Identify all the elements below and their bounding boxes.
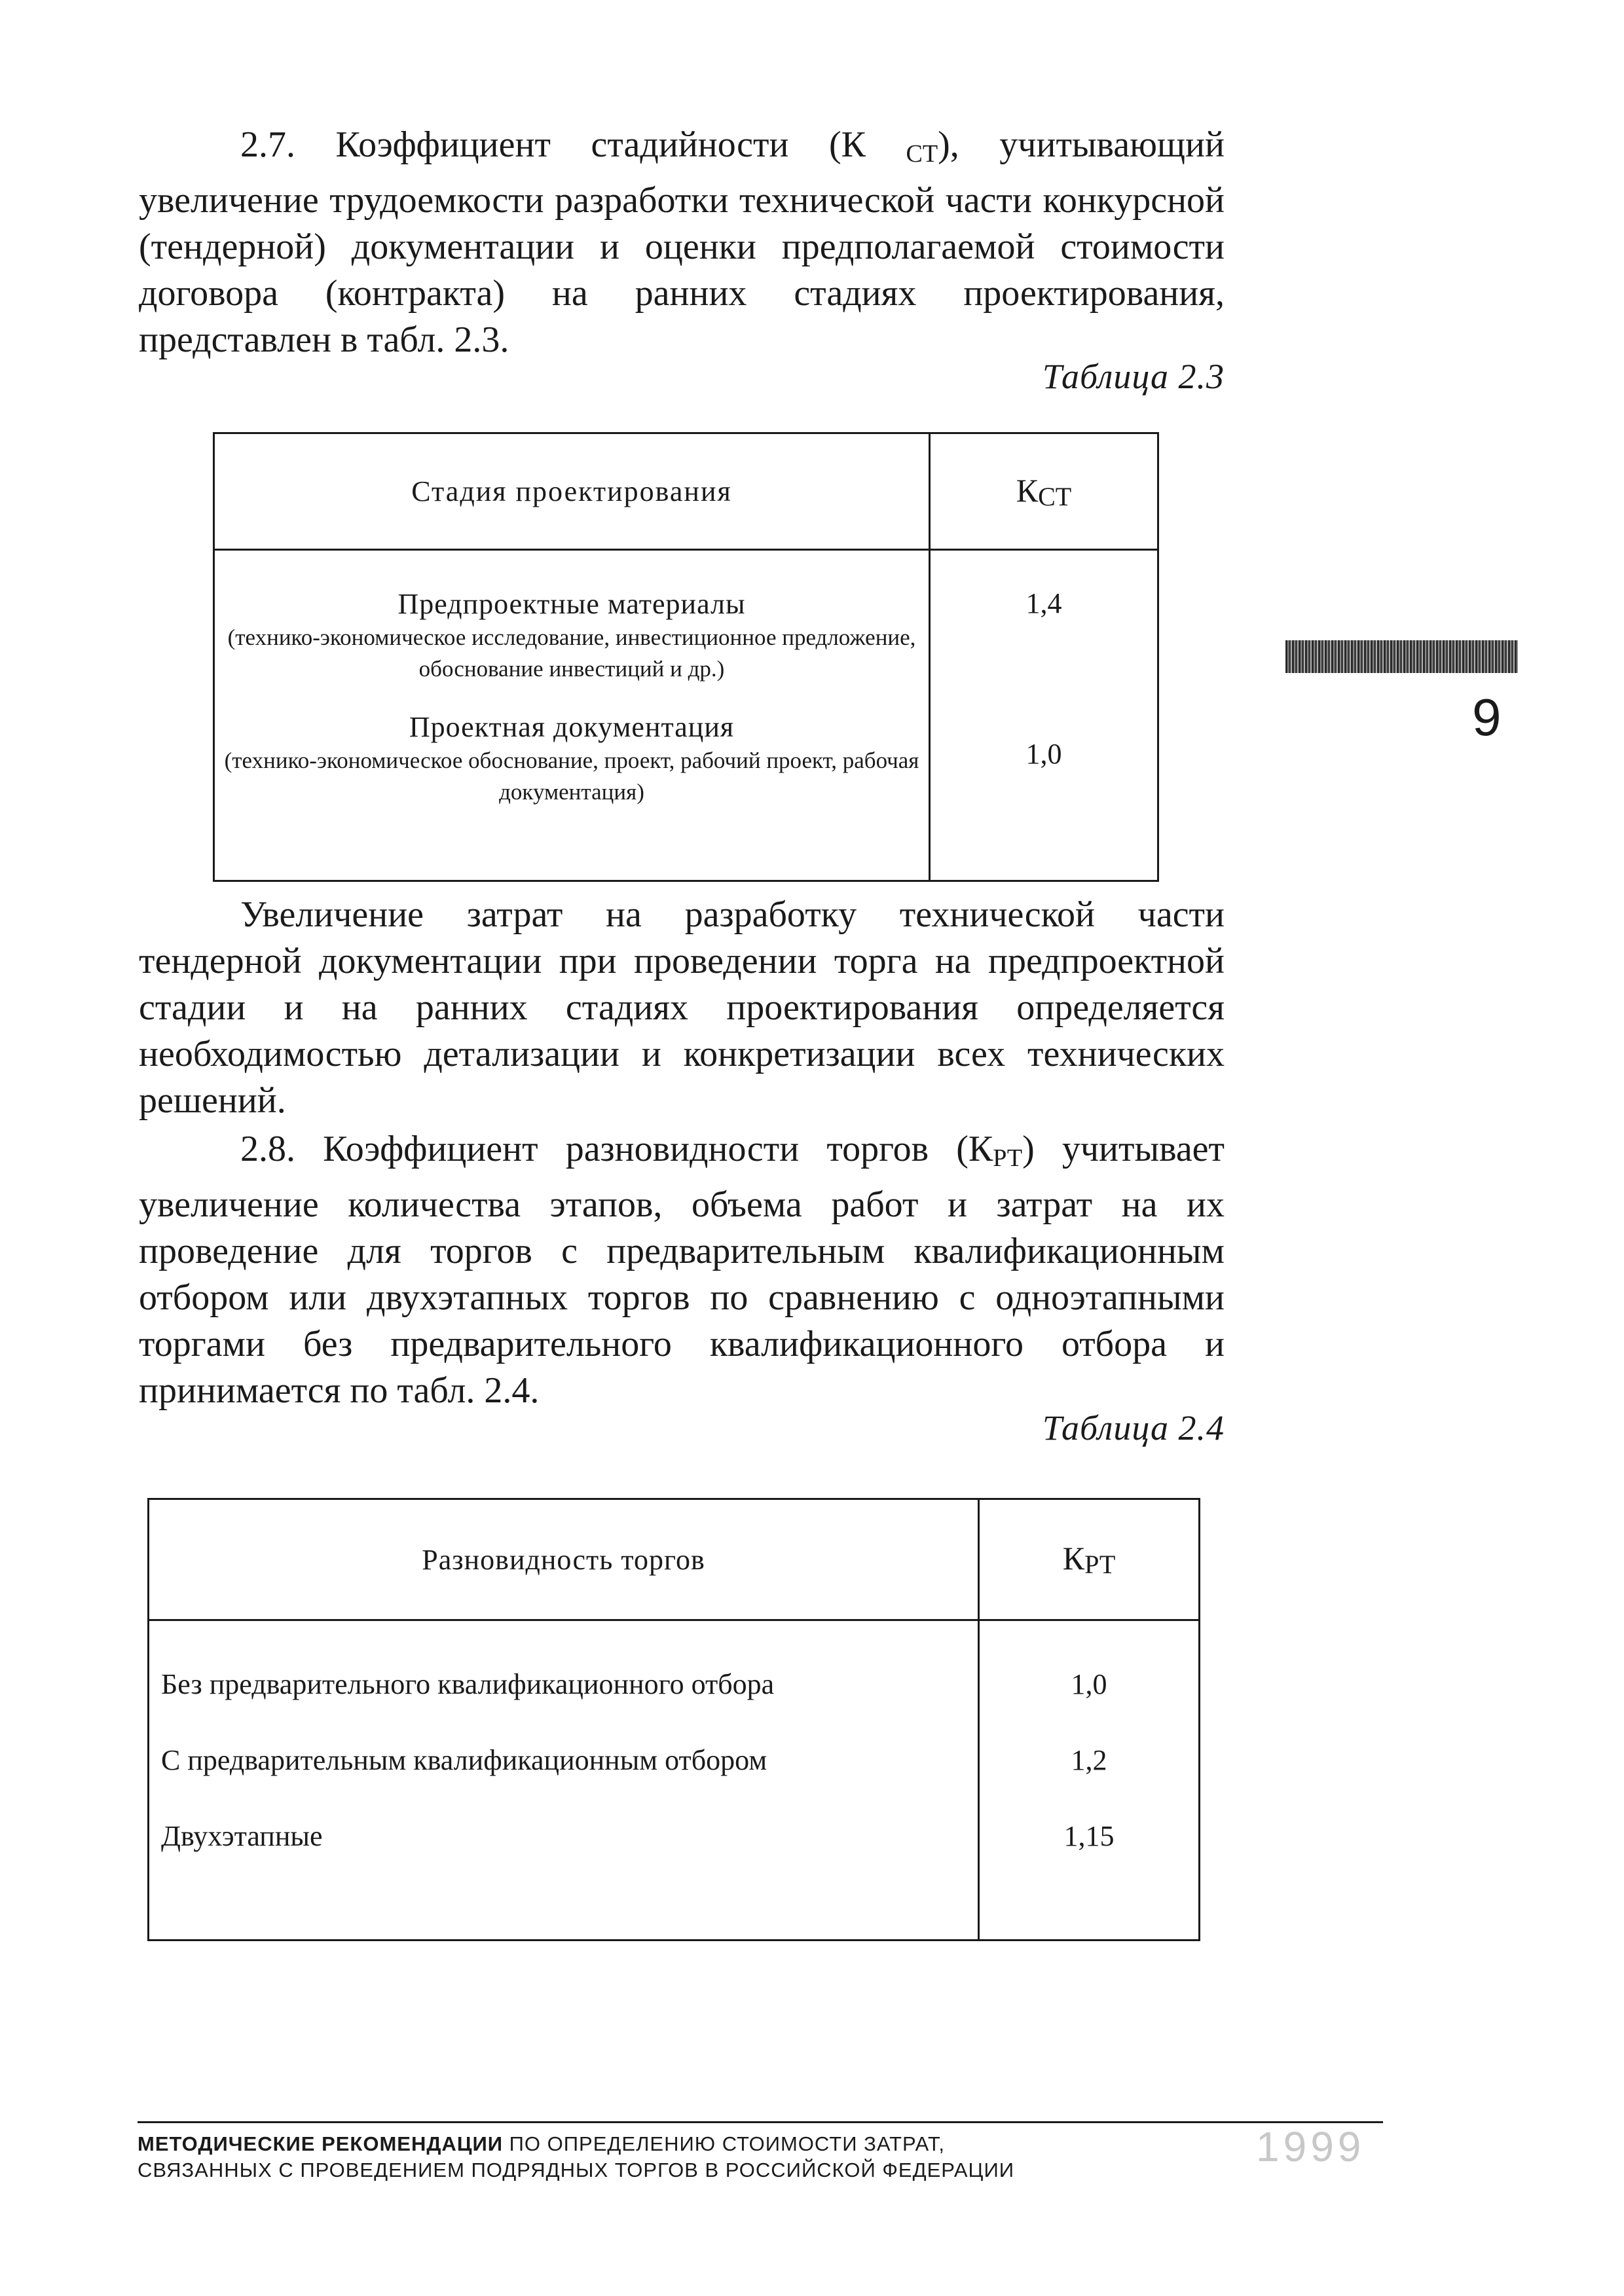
table-2-3 <box>213 432 1159 882</box>
stage-title: Предпроектные материалы <box>397 588 746 620</box>
increase-paragraph <box>139 892 1225 1124</box>
table-2-4-header-k-main: К <box>1062 1540 1085 1576</box>
footer-line-1 <box>138 2131 1014 2157</box>
page-number: 9 <box>1472 688 1502 746</box>
table-2-3-header-k-sub: СТ <box>1038 481 1072 511</box>
tender-kind-label: Двухэтапные <box>149 1798 979 1874</box>
stage-note: (технико-экономическое обоснование, проект, рабочий проект, рабочая документация) <box>224 748 919 805</box>
table-row <box>149 1798 1200 1874</box>
footer-title-bold: МЕТОДИЧЕСКИЕ РЕКОМЕНДАЦИИ <box>138 2132 504 2155</box>
table-2-4 <box>147 1498 1200 1941</box>
increase-paragraph-text: Увеличение затрат на разработку технической части тендерной документации при проведении торга на предпроектной стадии и на ранних стадиях проектирования определяется необходимостью детализации и конкретизации всех технических решений. <box>139 894 1225 1121</box>
stage-coefficient: 1,4 <box>930 550 1158 705</box>
section-2-7-sub: СТ <box>906 140 938 168</box>
table-2-3-caption: Таблица 2.3 <box>1042 357 1225 396</box>
tender-kind-coefficient: 1,15 <box>979 1798 1200 1874</box>
table-2-3-header-k <box>930 433 1158 550</box>
table-2-4-header-k-sub: РТ <box>1084 1550 1116 1579</box>
footer-line-2: СВЯЗАННЫХ С ПРОВЕДЕНИЕМ ПОДРЯДНЫХ ТОРГОВ В РОССИЙСКОЙ ФЕДЕРАЦИИ <box>138 2159 1015 2181</box>
table-2-3-header-k-main: К <box>1016 471 1039 509</box>
table-row <box>214 550 1158 705</box>
section-2-8-sub: РТ <box>993 1144 1023 1172</box>
table-2-4-header-kind: Разновидность торгов <box>149 1499 979 1620</box>
table-2-4-header-k <box>979 1499 1200 1620</box>
table-2-3-header-stage: Стадия проектирования <box>214 433 930 550</box>
tender-kind-label: С предварительным квалификационным отбором <box>149 1722 979 1798</box>
section-2-7-rest: ), учитывающий увеличение трудоемкости разработки технической части конкурсной (тендерной) документации и оценки предполагаемой стоимости договора (контракта) на ранних стадиях проектирования, представлен в табл. 2.3. <box>139 124 1225 360</box>
stage-coefficient: 1,0 <box>930 704 1158 881</box>
stage-title: Проектная документация <box>409 711 735 743</box>
table-2-3-stage-cell <box>214 704 930 881</box>
tender-kind-label: Без предварительного квалификационного отбора <box>149 1620 979 1722</box>
section-2-8-intro: 2.8. Коэффициент разновидности торгов (К <box>240 1129 993 1169</box>
footer <box>138 2131 1014 2183</box>
section-2-8-paragraph <box>139 1126 1225 1414</box>
tender-kind-coefficient: 1,0 <box>979 1620 1200 1722</box>
table-filler-row <box>149 1874 1200 1941</box>
empty-cell <box>149 1874 979 1941</box>
empty-cell <box>979 1874 1200 1941</box>
margin-stripe <box>1285 640 1518 673</box>
table-row <box>149 1722 1200 1798</box>
footer-logo: 1999 <box>1256 2123 1365 2170</box>
tender-kind-coefficient: 1,2 <box>979 1722 1200 1798</box>
section-2-7-paragraph <box>139 122 1225 363</box>
section-2-7-intro: 2.7. Коэффициент стадийности (К <box>240 124 906 165</box>
section-2-8-rest: ) учитывает увеличение количества этапов, объема работ и затрат на их проведение для торгов с предварительным квалификационным отбором или двухэтапных торгов по сравнению с одноэтапными торгами без предварительного квалификационного отбора и принимается по табл. 2.4. <box>139 1129 1225 1411</box>
table-row <box>214 704 1158 881</box>
table-2-4-caption: Таблица 2.4 <box>1042 1408 1225 1448</box>
table-2-3-stage-cell <box>214 550 930 705</box>
footer-line-1-rest: ПО ОПРЕДЕЛЕНИЮ СТОИМОСТИ ЗАТРАТ, <box>503 2132 945 2155</box>
footer-rule <box>138 2121 1383 2123</box>
table-row <box>149 1620 1200 1722</box>
stage-note: (технико-экономическое исследование, инвестиционное предложение, обоснование инвестиций и др.) <box>227 625 916 682</box>
